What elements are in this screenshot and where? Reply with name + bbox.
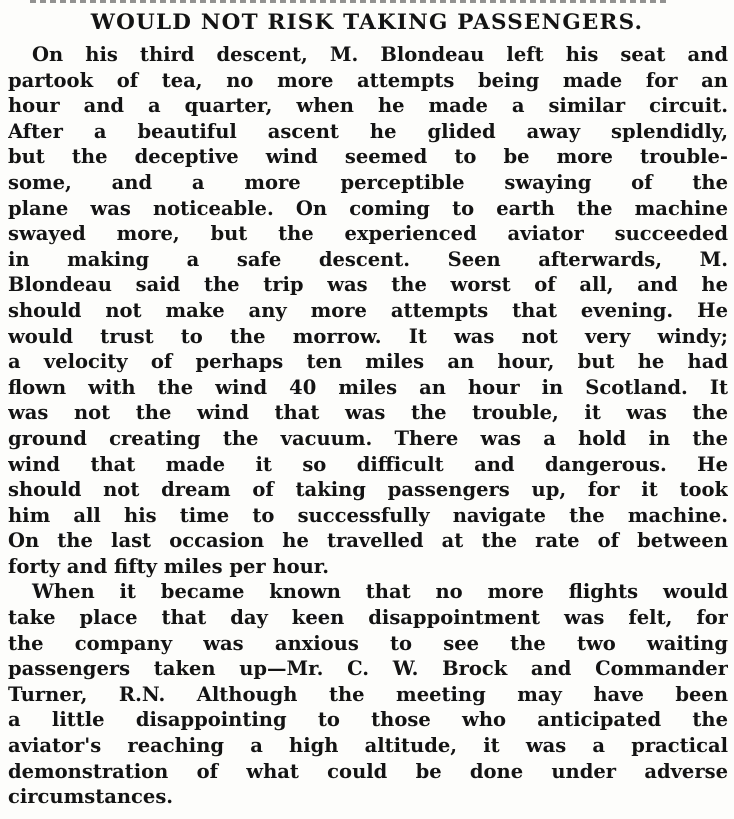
text-line: flown with the wind 40 miles an hour in Scotland. It [8, 375, 728, 399]
text-line: partook of tea, no more attempts being made for an [8, 68, 728, 92]
text-line: demonstration of what could be done under adverse [8, 759, 728, 783]
paragraph-2 [8, 579, 728, 809]
text-line: take place that day keen disappointment was felt, for [8, 606, 728, 630]
text-line: Blondeau said the trip was the worst of all, and he [8, 273, 728, 297]
text-line: swayed more, but the experienced aviator succeeded [8, 222, 728, 246]
text-line: plane was noticeable. On coming to earth the machine [8, 196, 728, 220]
text-line: hour and a quarter, when he made a similar circuit. [8, 94, 728, 118]
text-line: but the deceptive wind seemed to be more trouble- [8, 145, 728, 169]
text-line: When it became known that no more flights would [32, 580, 728, 604]
text-line: On the last occasion he travelled at the rate of between [8, 529, 728, 553]
text-line: ground creating the vacuum. There was a hold in the [8, 426, 728, 450]
text-line: was not the wind that was the trouble, it was the [8, 401, 728, 425]
text-line: On his third descent, M. Blondeau left his seat and [32, 43, 728, 66]
text-line: a little disappointing to those who anticipated the [8, 708, 728, 732]
text-line: the company was anxious to see the two waiting [8, 631, 728, 655]
text-line: circumstances. [8, 785, 174, 809]
text-line: in making a safe descent. Seen afterwards, M. [8, 247, 728, 271]
paragraph-1 [8, 42, 728, 579]
text-line: should not dream of taking passengers up, for it took [8, 478, 728, 502]
text-line: him all his time to successfully navigate the machine. [8, 503, 728, 527]
top-rule [30, 0, 670, 3]
text-line: aviator's reaching a high altitude, it was a practical [8, 734, 728, 758]
text-line: should not make any more attempts that evening. He [8, 298, 728, 322]
article-body [8, 42, 728, 810]
text-line: wind that made it so difficult and dangerous. He [8, 452, 728, 476]
text-line: After a beautiful ascent he glided away splendidly, [8, 119, 728, 143]
text-line: Turner, R.N. Although the meeting may have been [8, 682, 728, 706]
text-line: some, and a more perceptible swaying of the [8, 170, 728, 194]
text-line: passengers taken up—Mr. C. W. Brock and Commander [8, 657, 728, 681]
headline: WOULD NOT RISK TAKING PASSENGERS. [90, 10, 644, 35]
text-line: would trust to the morrow. It was not very windy; [8, 324, 728, 348]
text-line: forty and fifty miles per hour. [8, 554, 330, 578]
text-line: a velocity of perhaps ten miles an hour, but he had [8, 350, 728, 374]
